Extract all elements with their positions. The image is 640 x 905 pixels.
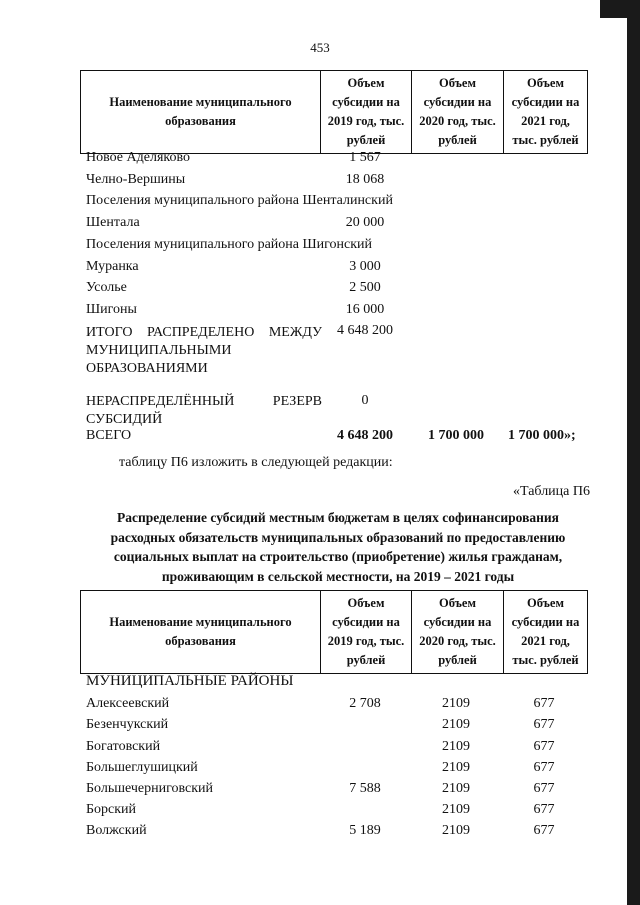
row-value-2019: 16 000 (345, 302, 385, 317)
caption-line: социальных выплат на строительство (приобретение) жилья гражданам, (113, 549, 563, 564)
scan-edge-right (627, 0, 640, 905)
grand-total-label: ВСЕГО (86, 428, 132, 443)
row-value-2019: 2 708 (349, 696, 381, 711)
row-value-2020: 2109 (442, 760, 470, 775)
caption-line: расходных обязательств муниципальных образований по предоставлению (110, 529, 566, 545)
row-value-2021: 677 (533, 802, 555, 817)
row-name: Шентала (86, 215, 140, 230)
table-label: «Таблица П6 (513, 484, 590, 499)
row-value-2020: 2109 (442, 781, 470, 796)
row-name: Борский (86, 802, 137, 817)
row-value-2020: 2109 (442, 823, 470, 838)
row-name: Алексеевский (86, 696, 170, 711)
caption-line: проживающим в сельской местности, на 2019 – 2021 годы (161, 568, 515, 584)
table-caption (78, 508, 598, 586)
row-name: Большечерниговский (86, 781, 214, 796)
row-value-2019: 1 567 (349, 150, 381, 165)
grand-total-2019: 4 648 200 (337, 428, 393, 443)
total-distributed-line: ОБРАЗОВАНИЯМИ (86, 361, 208, 376)
row-value-2019: 3 000 (349, 259, 381, 274)
row-value-2019: 5 189 (349, 823, 381, 838)
row-name: Волжский (86, 823, 147, 838)
row-name: Большеглушицкий (86, 760, 198, 775)
row-value-2020: 2109 (442, 739, 470, 754)
row-name: Безенчукский (86, 717, 169, 732)
grand-total-2020: 1 700 000 (428, 428, 484, 443)
total-distributed-value-2019: 4 648 200 (337, 323, 393, 338)
row-value-2020: 2109 (442, 696, 470, 711)
row-name: Муранка (86, 259, 139, 274)
row-value-2019: 2 500 (349, 280, 381, 295)
row-value-2021: 677 (533, 717, 555, 732)
caption-line: Распределение субсидий местным бюджетам в целях софинансирования (117, 510, 559, 525)
row-value-2021: 677 (533, 781, 555, 796)
table2-header (80, 590, 588, 674)
row-name: Шигоны (86, 302, 137, 317)
row-group-heading: Поселения муниципального района Шигонский (86, 237, 373, 252)
row-value-2021: 677 (533, 760, 555, 775)
scan-edge-top (600, 0, 640, 18)
total-distributed-line: МУНИЦИПАЛЬНЫМИ (86, 343, 232, 358)
reserve-line: СУБСИДИЙ (86, 412, 163, 427)
row-value-2021: 677 (533, 696, 555, 711)
total-distributed-label (86, 324, 322, 378)
reserve-label (86, 393, 322, 429)
row-name: Новое Аделяково (86, 150, 190, 165)
row-group-heading: Поселения муниципального района Шенталинский (86, 193, 393, 208)
row-value-2019: 18 068 (345, 172, 385, 187)
total-distributed-line: ИТОГО РАСПРЕДЕЛЕНО МЕЖДУ (86, 325, 322, 340)
row-name: Усолье (86, 280, 127, 295)
intro-text: таблицу П6 изложить в следующей редакции: (119, 455, 393, 470)
table1-header-2019: Объем субсидии на 2019 год, тыс. рублей (320, 71, 411, 153)
row-value-2021: 677 (533, 823, 555, 838)
row-value-2020: 2109 (442, 717, 470, 732)
table1-header-2021: Объем субсидии на 2021 год, тыс. рублей (503, 71, 587, 153)
row-value-2019: 20 000 (345, 215, 385, 230)
table2-header-2021: Объем субсидии на 2021 год, тыс. рублей (503, 591, 587, 673)
reserve-line: НЕРАСПРЕДЕЛЁННЫЙ РЕЗЕРВ (86, 394, 322, 409)
row-name: Челно-Вершины (86, 172, 186, 187)
table2-header-2020: Объем субсидии на 2020 год, тыс. рублей (411, 591, 503, 673)
table1-header (80, 70, 588, 154)
row-value-2019: 7 588 (349, 781, 381, 796)
page-number: 453 (310, 40, 330, 55)
table2-header-2019: Объем субсидии на 2019 год, тыс. рублей (320, 591, 411, 673)
row-value-2020: 2109 (442, 802, 470, 817)
table1-header-name: Наименование муниципального образования (109, 95, 292, 128)
table1-header-2020: Объем субсидии на 2020 год, тыс. рублей (411, 71, 503, 153)
row-name: Богатовский (86, 739, 161, 754)
grand-total-2021: 1 700 000»; (508, 428, 576, 443)
reserve-value-2019: 0 (361, 393, 369, 408)
row-value-2021: 677 (533, 739, 555, 754)
section-heading: МУНИЦИПАЛЬНЫЕ РАЙОНЫ (86, 673, 294, 689)
table2-header-name: Наименование муниципального образования (109, 615, 292, 648)
